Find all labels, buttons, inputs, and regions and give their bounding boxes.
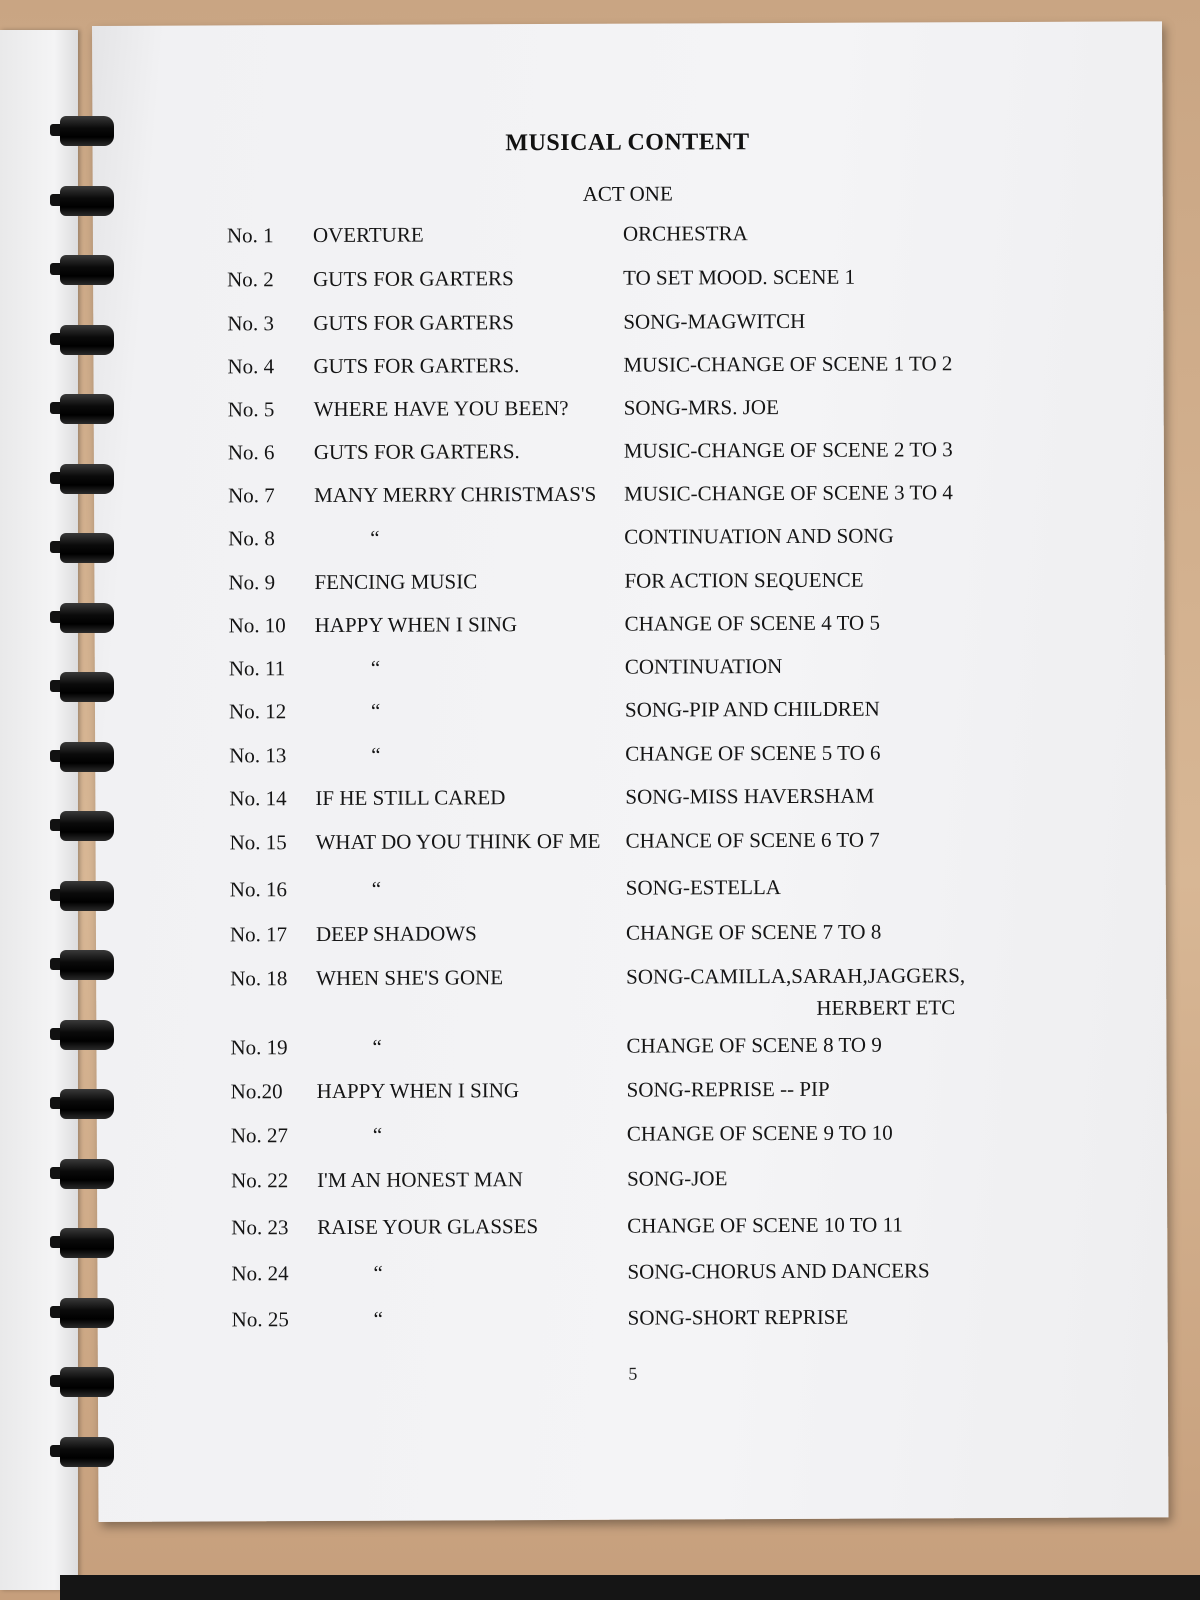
page-number: 5 bbox=[628, 1363, 638, 1384]
entry-description: CHANCE OF SCENE 6 TO 7 bbox=[625, 827, 880, 853]
entry-song-title: DEEP SHADOWS bbox=[315, 921, 477, 947]
entry-description: CHANGE OF SCENE 7 TO 8 bbox=[625, 919, 882, 945]
entry-description: SONG-CAMILLA,SARAH,JAGGERS, bbox=[626, 963, 966, 989]
entry-description: FOR ACTION SEQUENCE bbox=[624, 567, 864, 593]
entry-number: No. 12 bbox=[228, 699, 287, 724]
entry-song-title: GUTS FOR GARTERS. bbox=[313, 439, 520, 465]
entry-number: No. 17 bbox=[229, 922, 288, 947]
entry-number: No. 27 bbox=[230, 1123, 289, 1148]
song-entry bbox=[95, 782, 1165, 817]
entry-number: No. 22 bbox=[230, 1168, 289, 1193]
song-entry bbox=[96, 1031, 1166, 1066]
entry-description: SONG-MRS. JOE bbox=[623, 395, 779, 420]
song-entry bbox=[96, 826, 1166, 861]
entry-description: MUSIC-CHANGE OF SCENE 1 TO 2 bbox=[623, 351, 953, 377]
entry-description: CHANGE OF SCENE 8 TO 9 bbox=[626, 1032, 882, 1058]
song-entry bbox=[95, 652, 1165, 687]
binding-coil bbox=[48, 1153, 128, 1197]
song-entry bbox=[96, 873, 1166, 908]
entry-description: CHANGE OF SCENE 5 TO 6 bbox=[625, 740, 881, 766]
table-edge bbox=[60, 1575, 1200, 1600]
song-entry bbox=[94, 566, 1164, 601]
binding-coil bbox=[48, 1361, 128, 1405]
song-entry bbox=[93, 263, 1163, 298]
entry-song-title: I'M AN HONEST MAN bbox=[316, 1167, 523, 1193]
entry-description: SONG-PIP AND CHILDREN bbox=[624, 696, 880, 722]
song-entry bbox=[94, 522, 1164, 557]
entry-description: SONG-CHORUS AND DANCERS bbox=[627, 1258, 930, 1284]
entry-description: SONG-JOE bbox=[626, 1166, 728, 1191]
entry-song-title: “ bbox=[372, 1122, 383, 1147]
song-entry bbox=[93, 219, 1163, 254]
entry-song-title: WHERE HAVE YOU BEEN? bbox=[313, 395, 569, 422]
entry-number: No. 6 bbox=[227, 440, 275, 465]
binding-coil bbox=[48, 458, 128, 502]
entry-song-title: “ bbox=[371, 876, 382, 901]
binding-coil bbox=[48, 110, 128, 154]
song-entry bbox=[95, 695, 1165, 730]
song-entry bbox=[97, 1075, 1167, 1110]
entry-number: No. 18 bbox=[230, 966, 288, 991]
entry-number: No. 5 bbox=[227, 397, 275, 422]
song-entry bbox=[97, 1257, 1167, 1292]
entry-number: No. 8 bbox=[228, 526, 275, 551]
entry-description: MUSIC-CHANGE OF SCENE 3 TO 4 bbox=[623, 480, 953, 506]
song-entry bbox=[97, 1211, 1167, 1246]
entry-song-title: “ bbox=[373, 1260, 383, 1285]
entry-song-title: GUTS FOR GARTERS bbox=[313, 310, 514, 336]
binding-coil bbox=[48, 1083, 128, 1127]
entry-description: SONG-MISS HAVERSHAM bbox=[625, 783, 875, 809]
document-page bbox=[92, 21, 1169, 1522]
song-entry bbox=[97, 1119, 1167, 1154]
binding-coil bbox=[48, 1431, 128, 1475]
song-entry bbox=[93, 350, 1163, 385]
entry-song-title: HAPPY WHEN I SING bbox=[314, 612, 518, 638]
page-title: MUSICAL CONTENT bbox=[505, 129, 750, 157]
entry-number: No. 2 bbox=[227, 267, 274, 292]
entry-song-title: IF HE STILL CARED bbox=[315, 785, 506, 811]
entry-song-title: “ bbox=[370, 525, 380, 550]
entry-number: No. 4 bbox=[227, 354, 275, 379]
binding-coil bbox=[48, 319, 128, 363]
song-entry bbox=[98, 1303, 1168, 1338]
entry-song-title: WHEN SHE'S GONE bbox=[316, 965, 504, 991]
binding-coil bbox=[48, 805, 128, 849]
binding-coil bbox=[48, 1014, 128, 1058]
entry-song-title: WHAT DO YOU THINK OF ME bbox=[315, 828, 601, 855]
entry-number: No. 23 bbox=[231, 1215, 289, 1240]
entry-description: ORCHESTRA bbox=[622, 221, 748, 246]
entry-song-title: GUTS FOR GARTERS bbox=[313, 266, 514, 292]
entry-description: SONG-ESTELLA bbox=[625, 875, 781, 900]
entry-description: SONG-MAGWITCH bbox=[623, 308, 806, 334]
binding-coil bbox=[48, 249, 128, 293]
entry-description: CONTINUATION AND SONG bbox=[624, 523, 894, 549]
entry-song-title: “ bbox=[371, 742, 381, 767]
entry-song-title: HAPPY WHEN I SING bbox=[316, 1078, 520, 1104]
entry-number: No. 9 bbox=[228, 570, 276, 595]
entry-description: MUSIC-CHANGE OF SCENE 2 TO 3 bbox=[623, 437, 953, 463]
song-entry bbox=[94, 393, 1164, 428]
binding-coil bbox=[48, 666, 128, 710]
entry-description-continued: HERBERT ETC bbox=[816, 995, 956, 1020]
entry-description: CHANGE OF SCENE 9 TO 10 bbox=[626, 1120, 893, 1146]
entry-song-title: “ bbox=[370, 655, 381, 680]
song-entry bbox=[96, 918, 1166, 953]
entry-song-title: “ bbox=[370, 698, 381, 723]
binding-coil bbox=[48, 1222, 128, 1266]
entry-number: No. 13 bbox=[229, 743, 287, 768]
entry-description: TO SET MOOD. SCENE 1 bbox=[623, 264, 856, 290]
entry-song-title: FENCING MUSIC bbox=[314, 569, 478, 595]
binding-coil bbox=[48, 180, 128, 224]
act-heading: ACT ONE bbox=[582, 181, 673, 206]
binding-coil bbox=[48, 736, 128, 780]
entry-number: No. 1 bbox=[226, 223, 274, 248]
entry-number: No. 10 bbox=[228, 613, 286, 638]
song-entry bbox=[96, 962, 1166, 1020]
binding-coil bbox=[48, 527, 128, 571]
entry-description: CHANGE OF SCENE 10 TO 11 bbox=[627, 1212, 903, 1238]
entry-number: No. 11 bbox=[228, 656, 286, 681]
entry-description: SONG-REPRISE -- PIP bbox=[626, 1076, 830, 1102]
entry-number: No. 14 bbox=[229, 786, 287, 811]
entry-number: No. 25 bbox=[231, 1307, 289, 1332]
entry-description: SONG-SHORT REPRISE bbox=[627, 1304, 849, 1330]
song-entry bbox=[95, 739, 1165, 774]
entry-description: CHANGE OF SCENE 4 TO 5 bbox=[624, 610, 881, 636]
entry-number: No. 16 bbox=[229, 877, 287, 902]
song-entry bbox=[97, 1164, 1167, 1199]
entry-description: CONTINUATION bbox=[624, 653, 783, 679]
entry-song-title: “ bbox=[372, 1034, 382, 1059]
entry-song-title: “ bbox=[373, 1306, 384, 1331]
entry-number: No. 3 bbox=[227, 311, 275, 336]
entry-song-title: OVERTURE bbox=[312, 222, 424, 248]
song-entry bbox=[93, 307, 1163, 342]
entry-number: No. 19 bbox=[230, 1035, 288, 1060]
binding-coil bbox=[48, 1292, 128, 1336]
binding-coil bbox=[48, 597, 128, 641]
song-entry bbox=[94, 479, 1164, 514]
entry-number: No. 15 bbox=[229, 830, 287, 855]
entry-song-title: RAISE YOUR GLASSES bbox=[317, 1214, 539, 1240]
entry-number: No.20 bbox=[230, 1079, 283, 1104]
entry-number: No. 24 bbox=[231, 1261, 289, 1286]
entry-song-title: MANY MERRY CHRISTMAS'S bbox=[313, 481, 597, 508]
entry-number: No. 7 bbox=[227, 483, 275, 508]
binding-coil bbox=[48, 944, 128, 988]
binding-coil bbox=[48, 875, 128, 919]
entry-song-title: GUTS FOR GARTERS. bbox=[313, 353, 520, 379]
song-entry bbox=[94, 436, 1164, 471]
song-entry bbox=[95, 609, 1165, 644]
binding-coil bbox=[48, 388, 128, 432]
